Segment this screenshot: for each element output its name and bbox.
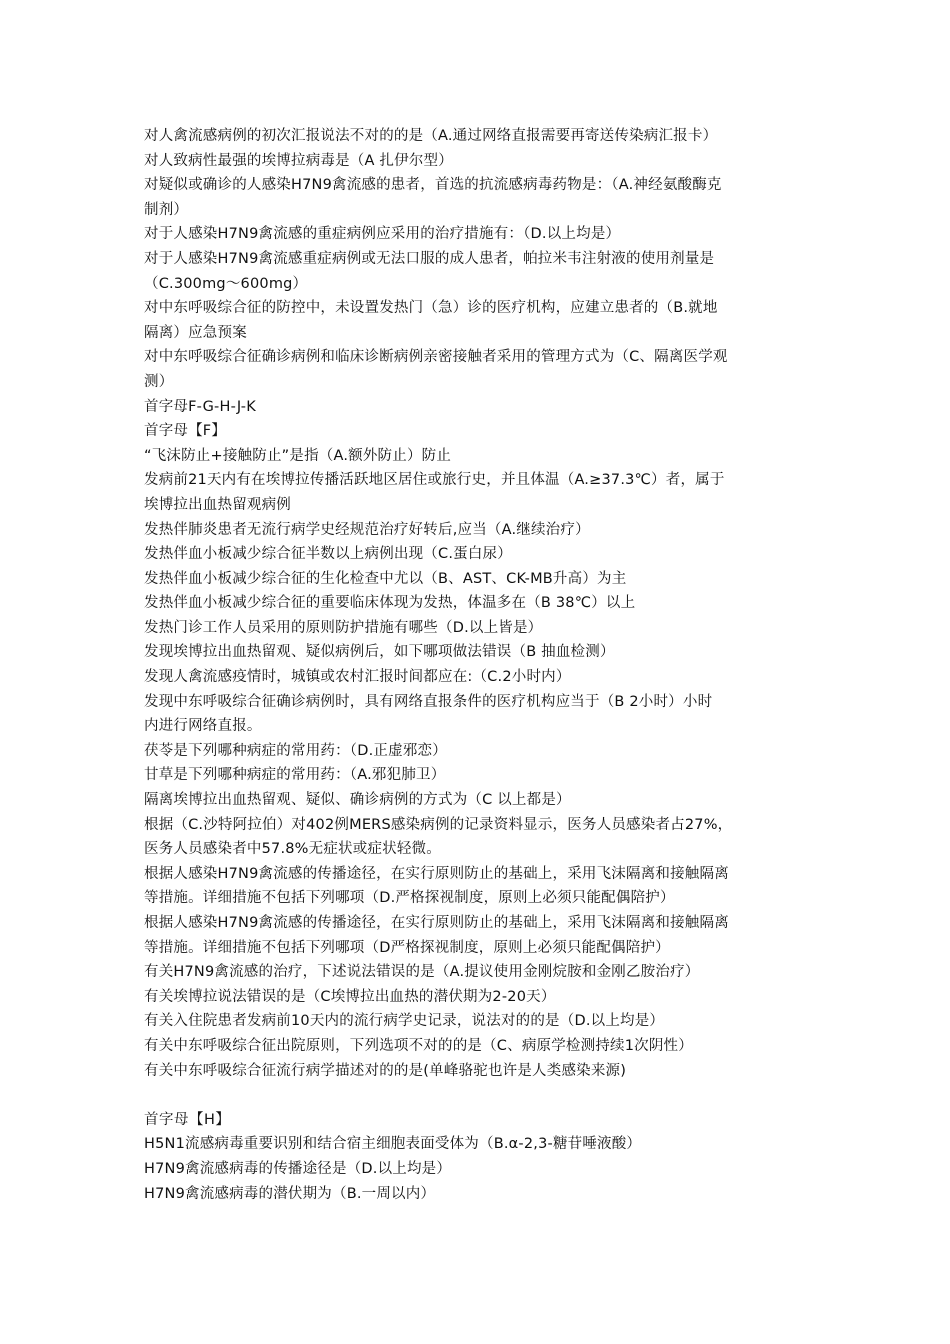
text-line: 对于人感染H7N9禽流感重症病例或无法口服的成人患者，帕拉米韦注射液的使用剂量是 — [144, 250, 715, 267]
text-line: 等措施。详细措施不包括下列哪项（D.严格探视制度，原则上必须只能配偶陪护） — [144, 890, 675, 907]
text-line: 发热门诊工作人员采用的原则防护措施有哪些（D.以上皆是） — [144, 619, 543, 636]
text-line: 首字母【F】 — [144, 423, 227, 440]
text-line: 测） — [144, 373, 174, 390]
text-line: 内进行网络直报。 — [144, 718, 262, 735]
text-line: 发病前21天内有在埃博拉传播活跃地区居住或旅行史，并且体温（A.≥37.3℃）者，属于 — [144, 472, 725, 489]
text-line: 有关H7N9禽流感的治疗，下述说法错误的是（A.提议使用金刚烷胺和金刚乙胺治疗） — [144, 964, 700, 981]
text-line: 发现人禽流感疫情时，城镇或农村汇报时间都应在:（C.2小时内） — [144, 669, 571, 686]
text-line: 发热伴血小板减少综合征的生化检查中尤以（B、AST、CK-MB升高）为主 — [144, 570, 627, 587]
text-line: 茯苓是下列哪种病症的常用药：（D.正虚邪恋） — [144, 742, 447, 759]
text-line: 对人禽流感病例的初次汇报说法不对的的是（A.通过网络直报需要再寄送传染病汇报卡） — [144, 128, 718, 144]
text-line: 发热伴肺炎患者无流行病学史经规范治疗好转后,应当（A.继续治疗） — [144, 521, 590, 538]
text-line: H5N1流感病毒重要识别和结合宿主细胞表面受体为（B.α-2,3-糖苷唾液酸） — [144, 1136, 642, 1153]
text-line: 对于人感染H7N9禽流感的重症病例应采用的治疗措施有：（D.以上均是） — [144, 226, 621, 243]
text-line: 对疑似或确诊的人感染H7N9禽流感的患者，首选的抗流感病毒药物是：（A.神经氨酸酶克 — [144, 177, 722, 194]
text-line: 发现中东呼吸综合征确诊病例时，具有网络直报条件的医疗机构应当于（B 2小时）小时 — [144, 693, 713, 710]
text-line: 有关中东呼吸综合征流行病学描述对的的是(单峰骆驼也许是人类感染来源) — [144, 1062, 627, 1079]
text-line: H7N9禽流感病毒的传播途径是（D.以上均是） — [144, 1160, 452, 1177]
text-line: 发热伴血小板减少综合征的重要临床体现为发热，体温多在（B 38℃）以上 — [144, 595, 636, 612]
section-heading-h: 首字母【H】 — [144, 1111, 231, 1128]
text-line: “飞沫防止+接触防止”是指（A.额外防止）防止 — [144, 447, 452, 464]
text-line: 对中东呼吸综合征确诊病例和临床诊断病例亲密接触者采用的管理方式为（C、隔离医学观 — [144, 349, 728, 366]
text-line: 有关埃博拉说法错误的是（C埃博拉出血热的潜伏期为2-20天） — [144, 988, 556, 1005]
text-line: 根据人感染H7N9禽流感的传播途径，在实行原则防止的基础上，采用飞沫隔离和接触隔离 — [144, 915, 729, 931]
text-line: H7N9禽流感病毒的潜伏期为（B.一周以内） — [144, 1185, 436, 1202]
text-line: 埃博拉出血热留观病例 — [144, 496, 291, 513]
text-line: 发热伴血小板减少综合征半数以上病例出现（C.蛋白尿） — [144, 546, 512, 563]
text-line: 根据人感染H7N9禽流感的传播途径，在实行原则防止的基础上，采用飞沫隔离和接触隔离 — [144, 865, 729, 882]
text-line: 对人致病性最强的埃博拉病毒是（A 扎伊尔型） — [144, 152, 453, 169]
text-line: 隔离埃博拉出血热留观、疑似、确诊病例的方式为（C 以上都是） — [144, 792, 571, 809]
text-line: 根据（C.沙特阿拉伯）对402例MERS感染病例的记录资料显示，医务人员感染者占27%， — [144, 816, 733, 833]
text-line: 对中东呼吸综合征的防控中，未设置发热门（急）诊的医疗机构，应建立患者的（B.就地 — [144, 300, 718, 317]
question-list — [144, 124, 810, 1083]
text-line: 发现埃博拉出血热留观、疑似病例后，如下哪项做法错误（B 抽血检测） — [144, 644, 615, 661]
section-h-list — [144, 1132, 810, 1206]
text-line: 首字母F-G-H-J-K — [144, 398, 256, 415]
text-line: 等措施。详细措施不包括下列哪项（D严格探视制度，原则上必须只能配偶陪护） — [144, 939, 670, 956]
text-line: 有关中东呼吸综合征出院原则，下列选项不对的的是（C、病原学检测持续1次阴性） — [144, 1037, 693, 1054]
text-line: 甘草是下列哪种病症的常用药：（A.邪犯肺卫） — [144, 767, 446, 784]
document-page — [144, 124, 810, 1206]
text-line: 有关入住院患者发病前10天内的流行病学史记录，说法对的的是（D.以上均是） — [144, 1013, 665, 1030]
text-line: 制剂） — [144, 201, 189, 218]
section-gap — [144, 1083, 810, 1108]
text-line: 医务人员感染者中57.8%无症状或症状轻微。 — [144, 841, 441, 858]
text-line: 隔离）应急预案 — [144, 324, 247, 341]
text-line: （C.300mg～600mg） — [144, 275, 308, 292]
